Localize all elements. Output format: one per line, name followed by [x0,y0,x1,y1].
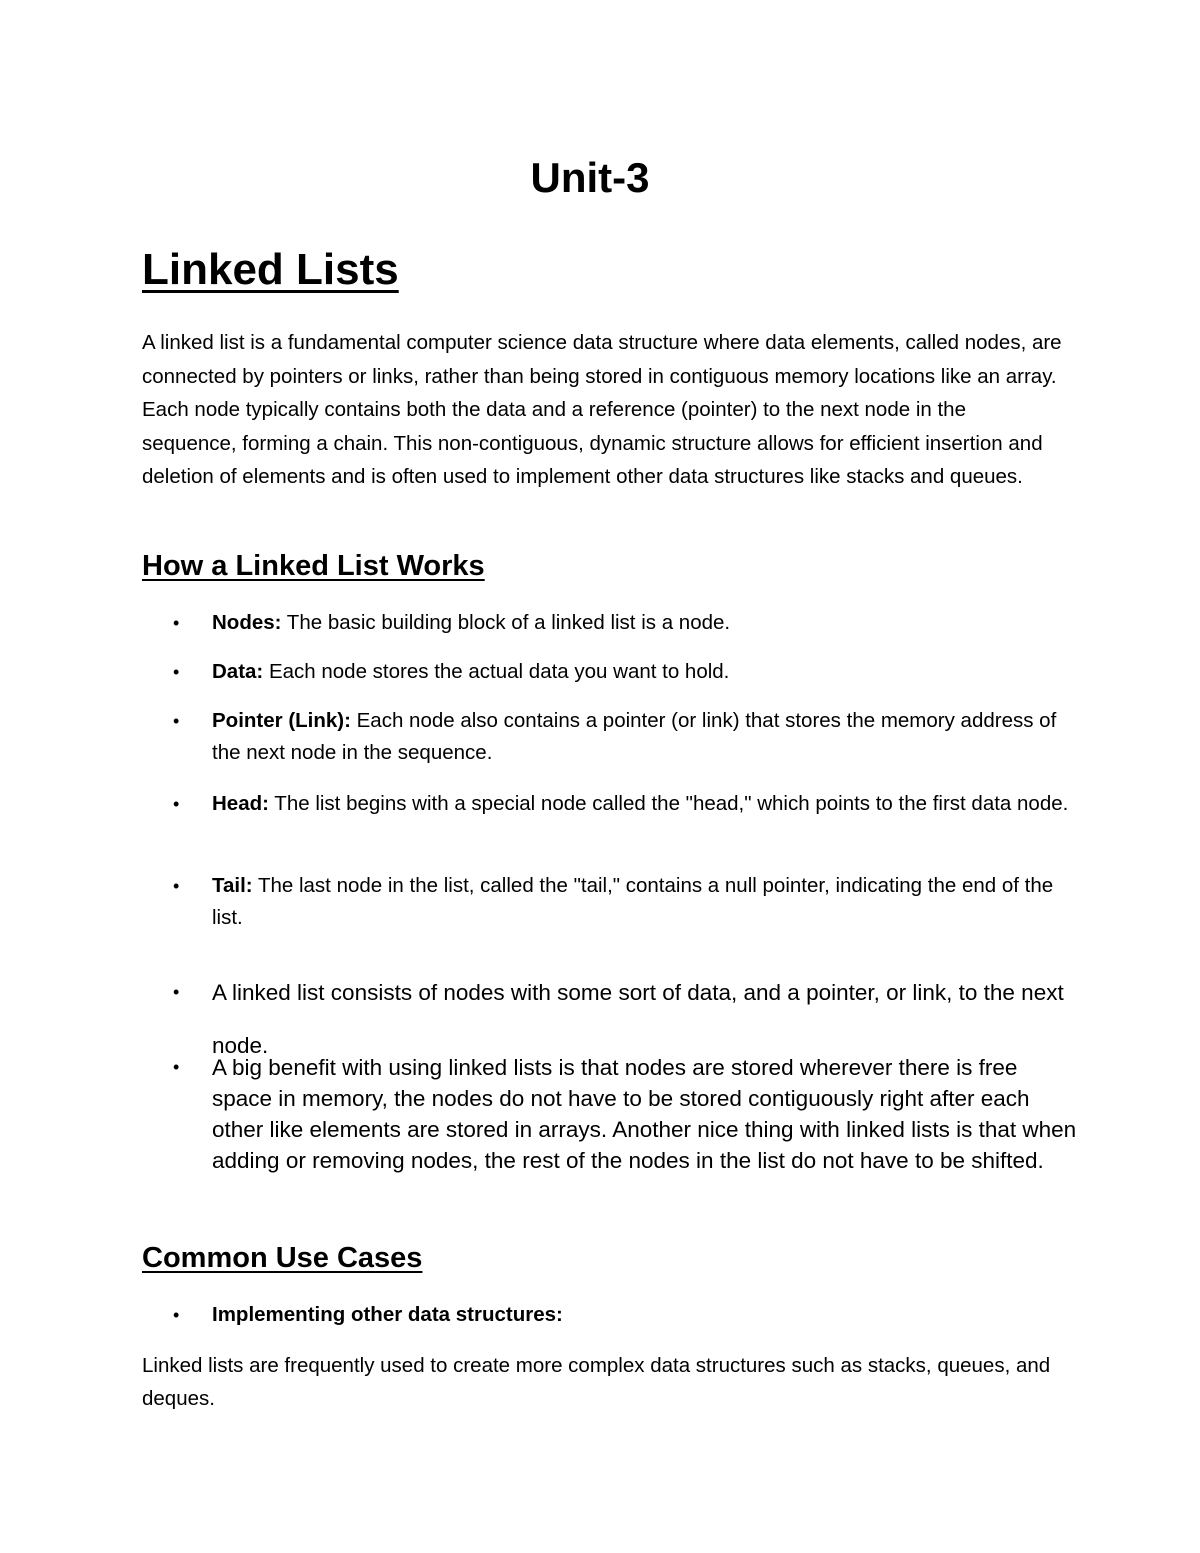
bullet-term: Implementing other data structures: [212,1303,563,1326]
bullet-pointer [212,705,1072,769]
how-section-heading: How a Linked List Works [142,550,485,582]
bullet-tail [212,870,1072,934]
intro-paragraph: A linked list is a fundamental computer science data structure where data elements, called nodes, are connected by pointers or links, rather than being stored in contiguous memory locations like an array. Each node typically contains both the data and a reference (pointer) to the next node in the sequence, forming a chain. This non-contiguous, dynamic structure allows for efficient insertion and deletion of elements and is often used to implement other data structures like stacks and queues. [142,331,1062,488]
unit-title: Unit-3 [530,154,650,201]
bullet-head [212,788,1072,820]
bullet-text: The list begins with a special node called the "head," which points to the first data node. [268,792,1069,815]
bullet-nodes [212,607,1072,639]
bullet-term: Nodes: [212,611,282,634]
bullet-text: Each node also contains a pointer (or link) that stores the memory address of the next node in the sequence. [212,709,1057,764]
bullet-text: The last node in the list, called the "tail," contains a null pointer, indicating the end of the list. [212,874,1054,929]
bullet-text: Each node stores the actual data you want to hold. [263,660,730,683]
bullet-term: Data: [212,660,264,683]
uses-paragraph: Linked lists are frequently used to create more complex data structures such as stacks, queues, and deques. [142,1354,1051,1410]
bullet-big-benefit: • A big benefit with using linked lists is that nodes are stored wherever there is free space in memory, the nodes do not have to be stored contiguously right after each other like elements are stored in arrays. Another nice thing with linked lists is that when adding or removing nodes, the rest of the nodes in the list do not have to be shifted. [212,1052,1082,1176]
bullet-term: Tail: [212,874,253,897]
bullet-term: Head: [212,792,269,815]
bullet-consists-of-nodes: • A linked list consists of nodes with some sort of data, and a pointer, or link, to the next node. [212,966,1082,1072]
bullet-term: Pointer (Link): [212,709,351,732]
bullet-data [212,656,1072,688]
uses-section-heading: Common Use Cases [142,1242,423,1274]
main-heading: Linked Lists [142,245,399,294]
bullet-text: The basic building block of a linked list is a node. [281,611,731,634]
bullet-implementing [212,1299,1072,1331]
